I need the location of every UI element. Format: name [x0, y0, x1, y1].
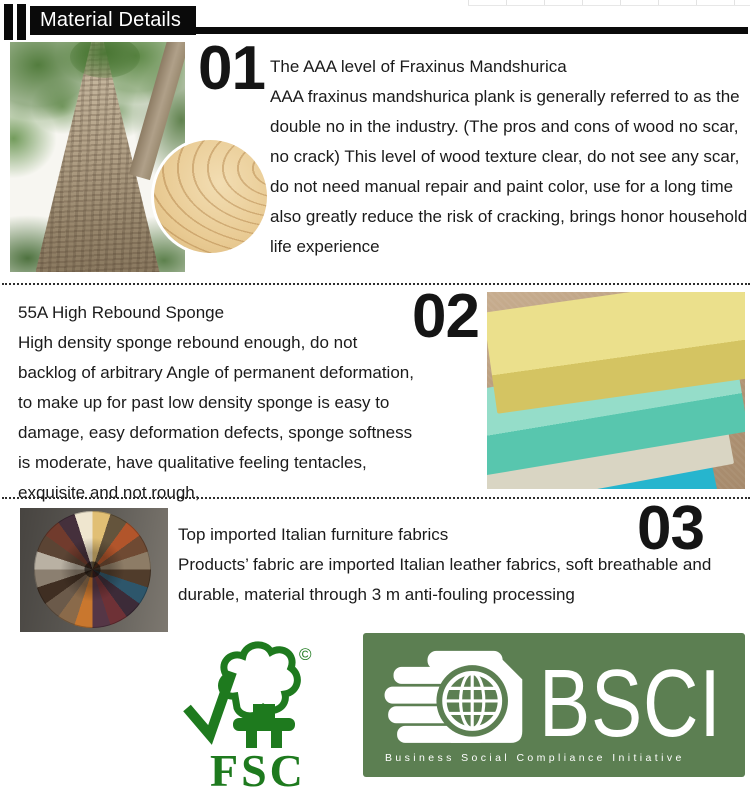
section-3-body: Products’ fabric are imported Italian leather fabrics, soft breathable and durable, material through 3 m anti-fouling processing — [178, 555, 712, 604]
foam-sheets-photo — [487, 292, 745, 489]
section-1-body: AAA fraxinus mandshurica plank is generally referred to as the double no in the industry. (The pros and cons of wood no scar, no crack) This level of wood texture clear, do not see any scar, do not need manual repair and paint color, use for a long time also greatly reduce the risk of cracking, brings honor household life experience — [270, 87, 748, 256]
section-number-3: 03 — [637, 494, 704, 563]
bsci-tagline: Business Social Compliance Initiative — [385, 752, 685, 764]
header-underline — [196, 27, 748, 34]
section-2-text — [18, 298, 420, 508]
section-1-title: The AAA level of Fraxinus Mandshurica — [270, 57, 567, 76]
cropped-table-edge — [468, 0, 750, 6]
tree-canopy — [70, 42, 140, 78]
section-2-title: 55A High Rebound Sponge — [18, 303, 225, 322]
dotted-divider — [2, 283, 750, 285]
page-title: Material Details — [30, 6, 196, 35]
check-tree-icon — [183, 638, 323, 794]
section-3-title: Top imported Italian furniture fabrics — [178, 525, 449, 544]
section-1-text — [270, 52, 750, 262]
bsci-logo — [363, 633, 745, 777]
hand-globe-icon — [381, 641, 533, 759]
header-accent-bar — [17, 4, 26, 40]
section-number-2: 02 — [412, 282, 479, 351]
fsc-copyright: © — [299, 645, 312, 664]
section-number-1: 01 — [198, 34, 265, 103]
tree-canopy-photo — [10, 42, 185, 272]
fsc-label: FSC — [210, 745, 306, 794]
leather-swatch-fan-photo — [20, 508, 168, 632]
section-3-text — [178, 520, 746, 610]
wood-grain-circle-inset — [154, 140, 267, 253]
leather-swatch-fan — [34, 511, 151, 628]
fsc-checkmark — [187, 672, 232, 735]
bsci-label: BSCI — [539, 650, 722, 757]
header-accent-bar — [4, 4, 13, 40]
section-2-body: High density sponge rebound enough, do not backlog of arbitrary Angle of permanent deformation, to make up for past low density sponge is easy to damage, easy deformation defects, sponge softness is moderate, have qualitative feeling tentacles, exquisite and not rough, — [18, 333, 414, 502]
fsc-logo — [183, 638, 323, 794]
